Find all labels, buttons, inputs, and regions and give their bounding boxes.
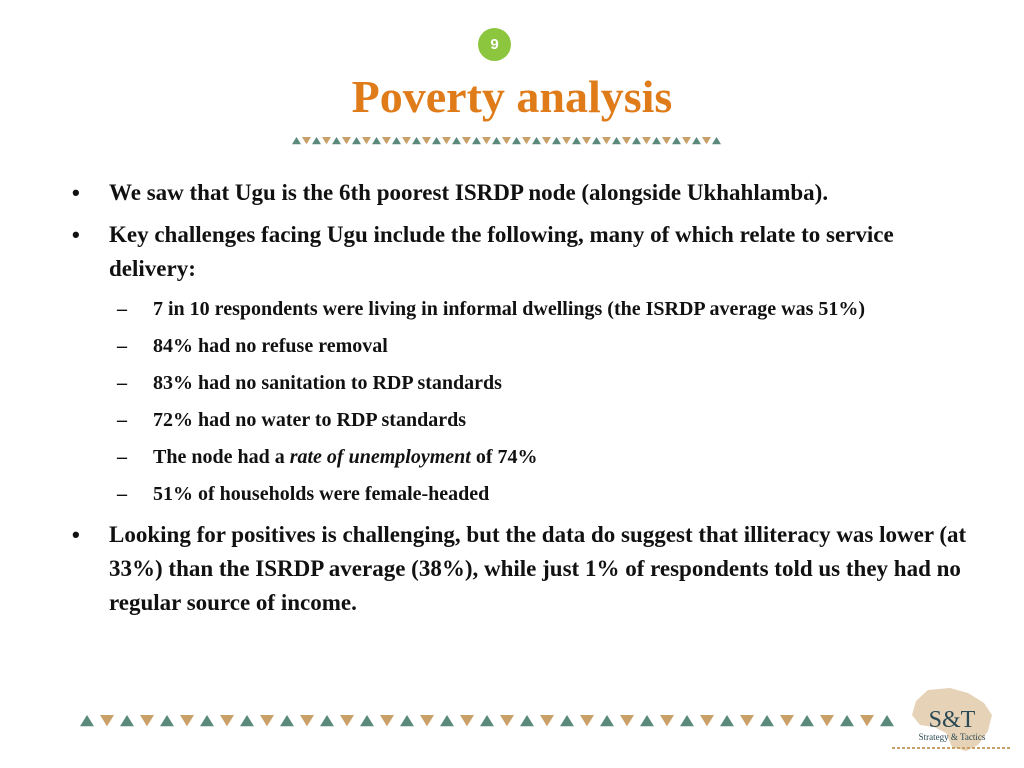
divider-triangle [592,137,601,144]
slide-content [70,176,970,628]
bullet-item: • Looking for positives is challenging, but the data do suggest that illiteracy was lower (at 33%) than the ISRDP average (38%), while just 1% of respondents told us they had no regular source of income. [70,518,970,620]
divider-triangle [432,137,441,144]
divider-triangle [612,137,621,144]
divider-triangle [480,715,494,726]
divider-triangle [462,137,471,144]
divider-triangle [692,137,701,144]
divider-triangle [540,715,554,726]
divider-triangle [760,715,774,726]
divider-triangle [180,715,194,726]
divider-triangle [160,715,174,726]
divider-triangle [200,715,214,726]
divider-triangle [682,137,691,144]
sub-bullet-item [117,442,970,473]
divider-triangle [642,137,651,144]
strategy-tactics-logo [888,685,1016,755]
divider-triangle [420,715,434,726]
divider-triangle [582,137,591,144]
divider-triangle [322,137,331,144]
divider-triangle [560,715,574,726]
divider-triangle [522,137,531,144]
divider-triangle [120,715,134,726]
divider-triangle [492,137,501,144]
divider-triangle [712,137,721,144]
divider-triangle [402,137,411,144]
divider-triangle [392,137,401,144]
sub-bullet-item: – 51% of households were female-headed [117,479,970,510]
divider-triangle [440,715,454,726]
divider-triangle [362,137,371,144]
logo-caption: Strategy & Tactics [918,732,986,742]
divider-triangle [632,137,641,144]
divider-triangle [532,137,541,144]
divider-triangle [602,137,611,144]
divider-triangle [672,137,681,144]
divider-triangle [240,715,254,726]
divider-triangle [372,137,381,144]
sub-bullet-item: – 72% had no water to RDP standards [117,405,970,436]
divider-triangle [562,137,571,144]
page-title: Poverty analysis [351,71,673,122]
divider-triangle [542,137,551,144]
divider-triangle [702,137,711,144]
divider-triangle [300,715,314,726]
divider-triangle [720,715,734,726]
divider-triangle [280,715,294,726]
divider-triangle [442,137,451,144]
divider-triangle [260,715,274,726]
divider-triangle [380,715,394,726]
divider-triangle [80,715,94,726]
divider-triangle [412,137,421,144]
divider-triangle [360,715,374,726]
divider-triangle [780,715,794,726]
divider-triangle [400,715,414,726]
divider-triangle [680,715,694,726]
sub-bullet-text: The node had a [153,446,290,468]
bullet-item: • We saw that Ugu is the 6th poorest ISRDP node (alongside Ukhahlamba). [70,176,970,210]
divider-triangle [312,137,321,144]
divider-triangle [572,137,581,144]
divider-triangle [500,715,514,726]
divider-triangle [342,137,351,144]
decorative-divider-top [292,137,724,148]
divider-triangle [292,137,301,144]
divider-triangle [332,137,341,144]
divider-triangle [382,137,391,144]
divider-triangle [422,137,431,144]
divider-triangle [652,137,661,144]
emphasized-text: rate of unemployment [289,446,471,468]
divider-triangle [700,715,714,726]
divider-triangle [820,715,834,726]
divider-triangle [740,715,754,726]
divider-triangle [502,137,511,144]
divider-triangle [840,715,854,726]
divider-triangle [302,137,311,144]
divider-triangle [552,137,561,144]
divider-triangle [620,715,634,726]
divider-triangle [140,715,154,726]
sub-bullet-item: – 84% had no refuse removal [117,331,970,362]
divider-triangle [320,715,334,726]
divider-triangle [662,137,671,144]
divider-triangle [860,715,874,726]
divider-triangle [520,715,534,726]
divider-triangle [800,715,814,726]
divider-triangle [340,715,354,726]
decorative-divider-bottom [80,715,900,727]
sub-bullet-text: of 74% [470,446,538,468]
divider-triangle [580,715,594,726]
divider-triangle [452,137,461,144]
divider-triangle [100,715,114,726]
divider-triangle [482,137,491,144]
sub-bullet-list [70,294,970,510]
bullet-item: • Key challenges facing Ugu include the following, many of which relate to service delivery: [70,218,970,286]
divider-triangle [600,715,614,726]
sub-bullet-item: – 83% had no sanitation to RDP standards [117,368,970,399]
divider-triangle [352,137,361,144]
sub-bullet-item: – 7 in 10 respondents were living in informal dwellings (the ISRDP average was 51%) [117,294,970,325]
page-number-badge: 9 [478,28,511,61]
logo-mark: S&T [928,707,976,733]
divider-triangle [512,137,521,144]
divider-triangle [472,137,481,144]
divider-triangle [660,715,674,726]
divider-triangle [220,715,234,726]
divider-triangle [460,715,474,726]
divider-triangle [640,715,654,726]
divider-triangle [622,137,631,144]
